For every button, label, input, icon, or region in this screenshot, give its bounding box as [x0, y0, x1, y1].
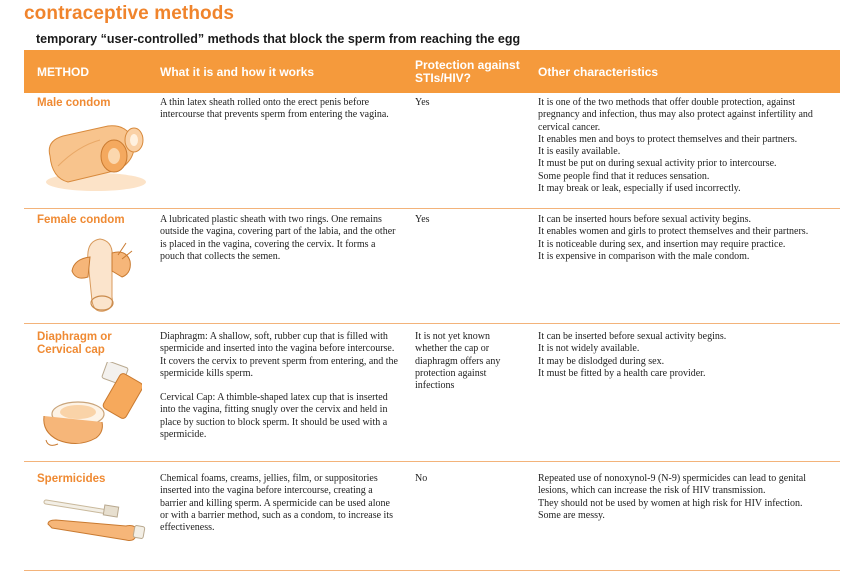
- other-characteristics-text: It can be inserted hours before sexual activity begins. It enables women and girls to protect themselves and their partners. It is noticeable during sex, and insertion may require practice. It is expensive in comparison with the male condom.: [538, 214, 809, 262]
- protection-text: Yes: [415, 97, 430, 108]
- protection-text: It is not yet known whether the cap or diaphragm offers any protection against infections: [415, 331, 501, 392]
- protection-text: No: [415, 473, 428, 484]
- method-name: Diaphragm or Cervical cap: [37, 331, 112, 356]
- male-condom-illustration-icon: [38, 116, 148, 194]
- table-row-spermicides: [24, 470, 840, 571]
- table-row-female-condom: [24, 211, 840, 324]
- protection-text: Yes: [415, 214, 430, 225]
- header-method: METHOD: [37, 65, 89, 79]
- what-it-is-text: A thin latex sheath rolled onto the erect penis before intercourse that prevents sperm from entering the vagina.: [160, 97, 389, 121]
- method-name: Female condom: [37, 214, 125, 226]
- table-row-male-condom: [24, 94, 840, 209]
- what-it-is-text: Chemical foams, creams, jellies, film, or suppositories inserted into the vagina before intercourse, creating a barrier and killing sperm. A spermicide can be used alone or with a barrier method, such as a condom, to increase its effectiveness.: [160, 473, 393, 534]
- page-title: contraceptive methods: [24, 3, 235, 24]
- page-subtitle: temporary “user-controlled” methods that block the sperm from reaching the egg: [36, 32, 521, 46]
- diaphragm-illustration-icon: [38, 362, 142, 454]
- what-it-is-text: A lubricated plastic sheath with two rings. One remains outside the vagina, covering part of the labia, and the other is placed in the vagina, covering the cervix. It forms a pouch that collects the semen.: [160, 214, 396, 262]
- method-name: Male condom: [37, 97, 111, 109]
- header-protection: Protection against STIs/HIV?: [415, 58, 520, 85]
- other-characteristics-text: It can be inserted before sexual activity begins. It is not widely available. It may be dislodged during sex. It must be fitted by a health care provider.: [538, 331, 727, 379]
- table-header: [24, 50, 840, 93]
- header-what: What it is and how it works: [160, 65, 315, 79]
- female-condom-illustration-icon: [60, 231, 140, 317]
- method-name: Spermicides: [37, 473, 106, 485]
- table-row-diaphragm: [24, 328, 840, 462]
- header-other: Other characteristics: [538, 65, 659, 79]
- other-characteristics-text: Repeated use of nonoxynol-9 (N-9) spermicides can lead to genital lesions, which can increase the risk of HIV transmission. They should not be used by women at high risk for HIV infection. Some are messy.: [538, 473, 806, 521]
- spermicide-applicator-illustration-icon: [38, 490, 150, 550]
- other-characteristics-text: It is one of the two methods that offer double protection, against pregnancy and infection, thus may also protect against infertility and cervical cancer. It enables men and boys to protect themselves and their partners. It is easily available. It must be put on during sexual activity prior to intercourse. Some people find that it reduces sensation. It may break or leak, especially if used incorrectly.: [538, 97, 813, 195]
- what-it-is-text: Diaphragm: A shallow, soft, rubber cup that is filled with spermicide and inserted into the vagina before intercourse. It covers the cervix to prevent sperm from entering, and the spermicide kills sperm. Cervical Cap: A thimble-shaped latex cup that is inserted into the vagina, fitting snugly over the cervix and held in place by suction to block sperm. It should be used with a spermicide.: [160, 331, 398, 441]
